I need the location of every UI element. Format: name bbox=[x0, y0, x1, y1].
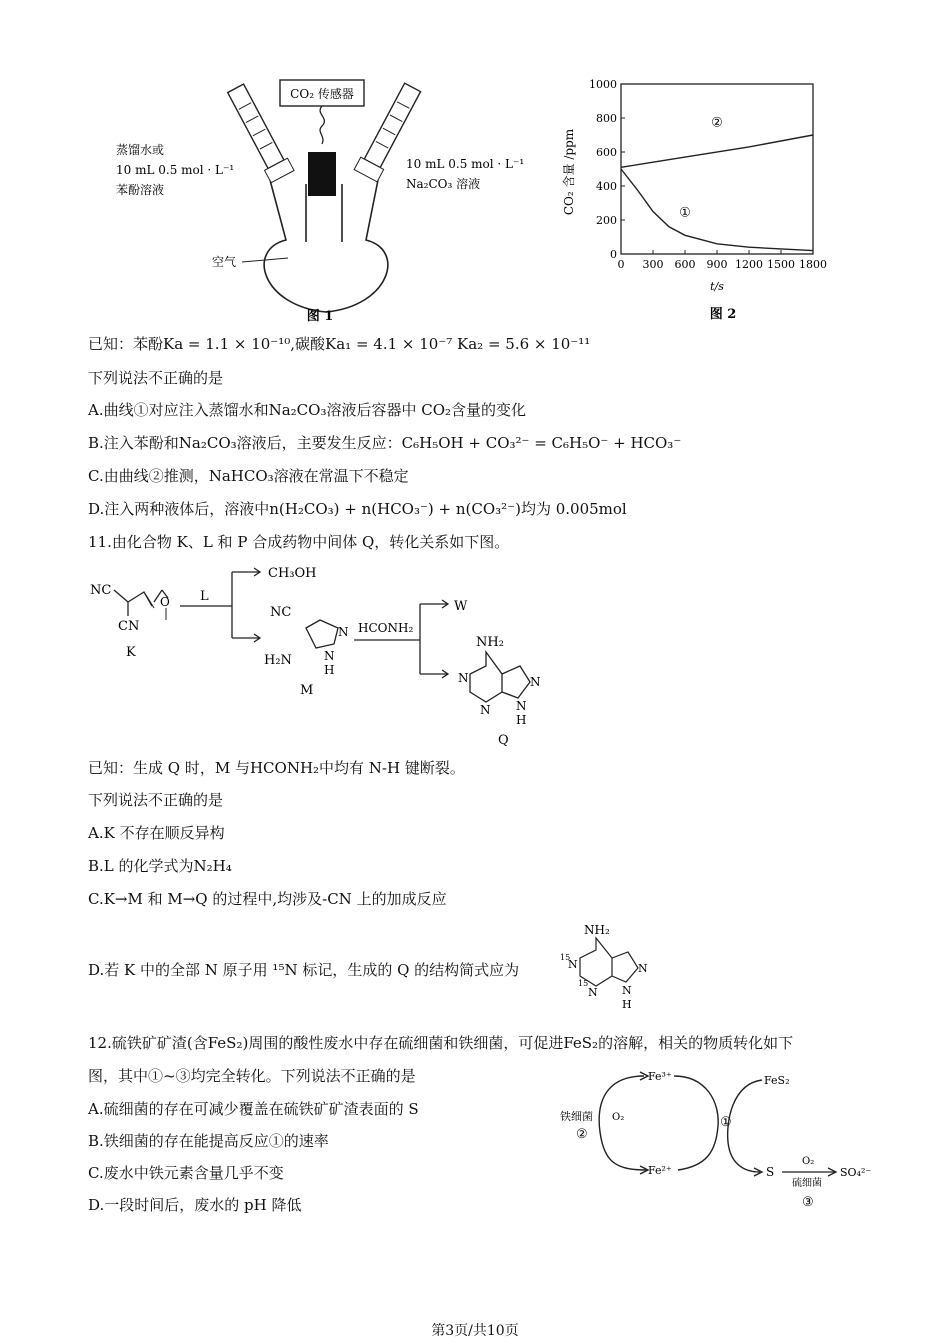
sulfur-bacteria-label: 硫细菌 bbox=[792, 1178, 822, 1189]
q11-option-b[interactable]: B.L 的化学式为N₂H₄ bbox=[88, 857, 232, 875]
left-label-1: 蒸馏水或 bbox=[116, 143, 165, 157]
d-15-b: 15 bbox=[578, 979, 589, 988]
right-cycle-arrows bbox=[674, 1076, 718, 1170]
m-n1: N bbox=[338, 625, 349, 639]
byproduct-ch3oh: CH₃OH bbox=[268, 566, 317, 581]
figure-1-caption: 图 1 bbox=[306, 309, 334, 324]
sensor-wire bbox=[320, 106, 324, 144]
q10-option-c[interactable]: C.由曲线②推测，NaHCO₃溶液在常温下不稳定 bbox=[88, 467, 409, 485]
q11-stem: 11.由化合物 K、L 和 P 合成药物中间体 Q，转化关系如下图。 bbox=[88, 533, 510, 551]
q-rings bbox=[470, 652, 530, 702]
x-tick-label: 900 bbox=[706, 258, 728, 271]
q12-stem-1: 12.硫铁矿矿渣(含FeS₂)周围的酸性废水中存在硫细菌和铁细菌，可促进FeS₂的溶解，相关的物质转化如下 bbox=[88, 1034, 794, 1052]
chart-y-label: CO₂ 含量 /ppm bbox=[562, 128, 576, 216]
q11-option-c[interactable]: C.K→M 和 M→Q 的过程中,均涉及-CN 上的加成反应 bbox=[88, 890, 447, 908]
fe2-label: Fe²⁺ bbox=[648, 1164, 672, 1177]
m-h: H bbox=[324, 663, 335, 677]
figure-2-chart bbox=[555, 72, 845, 328]
q11-prompt: 下列说法不正确的是 bbox=[88, 791, 224, 809]
s-label: S bbox=[766, 1165, 775, 1179]
series-label-2: ② bbox=[711, 115, 723, 131]
m-label: M bbox=[300, 683, 314, 698]
q12-option-a[interactable]: A.硫细菌的存在可减少覆盖在硫铁矿矿渣表面的 S bbox=[88, 1100, 419, 1118]
d-n-c: N bbox=[638, 962, 648, 975]
x-tick-label: 0 bbox=[617, 258, 625, 271]
q10-option-a[interactable]: A.曲线①对应注入蒸馏水和Na₂CO₃溶液后容器中 CO₂含量的变化 bbox=[88, 401, 527, 419]
q12-cycle-diagram bbox=[556, 1062, 886, 1212]
y-tick-label: 800 bbox=[596, 112, 617, 125]
q-n1: N bbox=[458, 671, 469, 685]
q12-option-c[interactable]: C.废水中铁元素含量几乎不变 bbox=[88, 1164, 284, 1182]
figure-1-apparatus bbox=[110, 72, 530, 332]
y-tick-label: 200 bbox=[596, 214, 617, 227]
right-label-1: 10 mL 0.5 mol · L⁻¹ bbox=[406, 157, 525, 171]
d-rings bbox=[580, 938, 638, 986]
q10-prompt: 下列说法不正确的是 bbox=[88, 369, 224, 387]
series-label-1: ① bbox=[679, 205, 691, 221]
d-nh2: NH₂ bbox=[584, 923, 610, 937]
fe3-label: Fe³⁺ bbox=[648, 1070, 672, 1083]
figure-2-caption: 图 2 bbox=[709, 307, 737, 322]
o2-label-b: O₂ bbox=[802, 1156, 815, 1167]
iron-bacteria-label: 铁细菌 bbox=[560, 1110, 593, 1123]
x-tick-label: 600 bbox=[674, 258, 696, 271]
m-n2: N bbox=[324, 649, 335, 663]
reagent-hconh2: HCONH₂ bbox=[358, 621, 414, 635]
x-tick-label: 1200 bbox=[735, 258, 763, 271]
sensor-stopper bbox=[308, 152, 336, 196]
chart-x-label: t/s bbox=[710, 280, 724, 293]
q-n3: N bbox=[530, 675, 541, 689]
q12-option-b[interactable]: B.铁细菌的存在能提高反应①的速率 bbox=[88, 1132, 329, 1150]
q11-option-a[interactable]: A.K 不存在顺反异构 bbox=[88, 824, 225, 842]
page-footer: 第3页/共10页 bbox=[431, 1323, 519, 1339]
so4-label: SO₄²⁻ bbox=[840, 1166, 872, 1179]
y-tick-label: 1000 bbox=[589, 78, 617, 91]
x-tick-label: 1800 bbox=[799, 258, 827, 271]
d-n-b: N bbox=[588, 986, 598, 999]
q-nh2: NH₂ bbox=[476, 635, 504, 650]
step-3-label: ③ bbox=[802, 1195, 814, 1210]
step-2-label: ② bbox=[576, 1127, 588, 1142]
o2-label-a: O₂ bbox=[612, 1112, 625, 1123]
k-label: K bbox=[126, 645, 136, 660]
q-n2: N bbox=[480, 703, 491, 717]
q11-known: 已知：生成 Q 时，M 与HCONH₂中均有 N-H 键断裂。 bbox=[88, 759, 465, 777]
fes2-to-s-arrow bbox=[728, 1080, 762, 1172]
q-n4: N bbox=[516, 699, 527, 713]
q11-reaction-scheme bbox=[88, 562, 558, 752]
d-n-d: N bbox=[622, 984, 632, 997]
d-n-a: N bbox=[568, 958, 578, 971]
right-label-2: Na₂CO₃ 溶液 bbox=[406, 177, 481, 191]
q10-option-d[interactable]: D.注入两种液体后，溶液中n(H₂CO₃) + n(HCO₃⁻) + n(CO₃²⁻)均为 0.005mol bbox=[88, 500, 627, 518]
three-neck-flask bbox=[264, 180, 388, 312]
fes2-label: FeS₂ bbox=[764, 1074, 790, 1087]
k-nc-label: NC bbox=[90, 583, 112, 598]
byproduct-w: W bbox=[454, 599, 468, 614]
k-o-label: O bbox=[160, 595, 170, 609]
x-tick-label: 300 bbox=[642, 258, 664, 271]
reagent-l: L bbox=[200, 589, 209, 604]
d-15-a: 15 bbox=[560, 953, 571, 962]
split-arrows-2 bbox=[420, 600, 448, 678]
step-1-label: ① bbox=[720, 1115, 732, 1130]
sensor-label: CO₂ 传感器 bbox=[290, 87, 354, 101]
left-label-3: 苯酚溶液 bbox=[116, 183, 165, 197]
split-arrows-1 bbox=[232, 568, 260, 642]
x-tick-label: 1500 bbox=[767, 258, 795, 271]
series-line-2 bbox=[621, 135, 813, 167]
q11-d-structure bbox=[558, 918, 658, 1022]
left-label-2: 10 mL 0.5 mol · L⁻¹ bbox=[116, 163, 235, 177]
series-line-1 bbox=[621, 169, 813, 251]
m-ring bbox=[306, 620, 338, 648]
left-cycle-arrows bbox=[599, 1076, 646, 1170]
q12-stem-2: 图，其中①~③均完全转化。下列说法不正确的是 bbox=[88, 1067, 416, 1085]
q-label: Q bbox=[498, 733, 509, 748]
q11-option-d[interactable]: D.若 K 中的全部 N 原子用 ¹⁵N 标记，生成的 Q 的结构简式应为 bbox=[88, 961, 520, 979]
m-h2n-label: H₂N bbox=[264, 653, 292, 668]
chart-frame bbox=[621, 84, 813, 254]
q-h: H bbox=[516, 713, 527, 727]
m-nc-label: NC bbox=[270, 605, 292, 620]
d-h: H bbox=[622, 998, 632, 1011]
q10-option-b[interactable]: B.注入苯酚和Na₂CO₃溶液后，主要发生反应：C₆H₅OH + CO₃²⁻ = C₆H₅O⁻ + HCO₃⁻ bbox=[88, 434, 682, 452]
y-tick-label: 600 bbox=[596, 146, 617, 159]
y-tick-label: 0 bbox=[610, 248, 617, 261]
air-label: 空气 bbox=[212, 255, 237, 269]
k-cn-label: CN bbox=[118, 619, 140, 634]
y-tick-label: 400 bbox=[596, 180, 617, 193]
known-constants: 已知：苯酚Ka = 1.1 × 10⁻¹⁰,碳酸Ka₁ = 4.1 × 10⁻⁷ Ka₂ = 5.6 × 10⁻¹¹ bbox=[88, 335, 591, 353]
q12-option-d[interactable]: D.一段时间后，废水的 pH 降低 bbox=[88, 1196, 302, 1214]
